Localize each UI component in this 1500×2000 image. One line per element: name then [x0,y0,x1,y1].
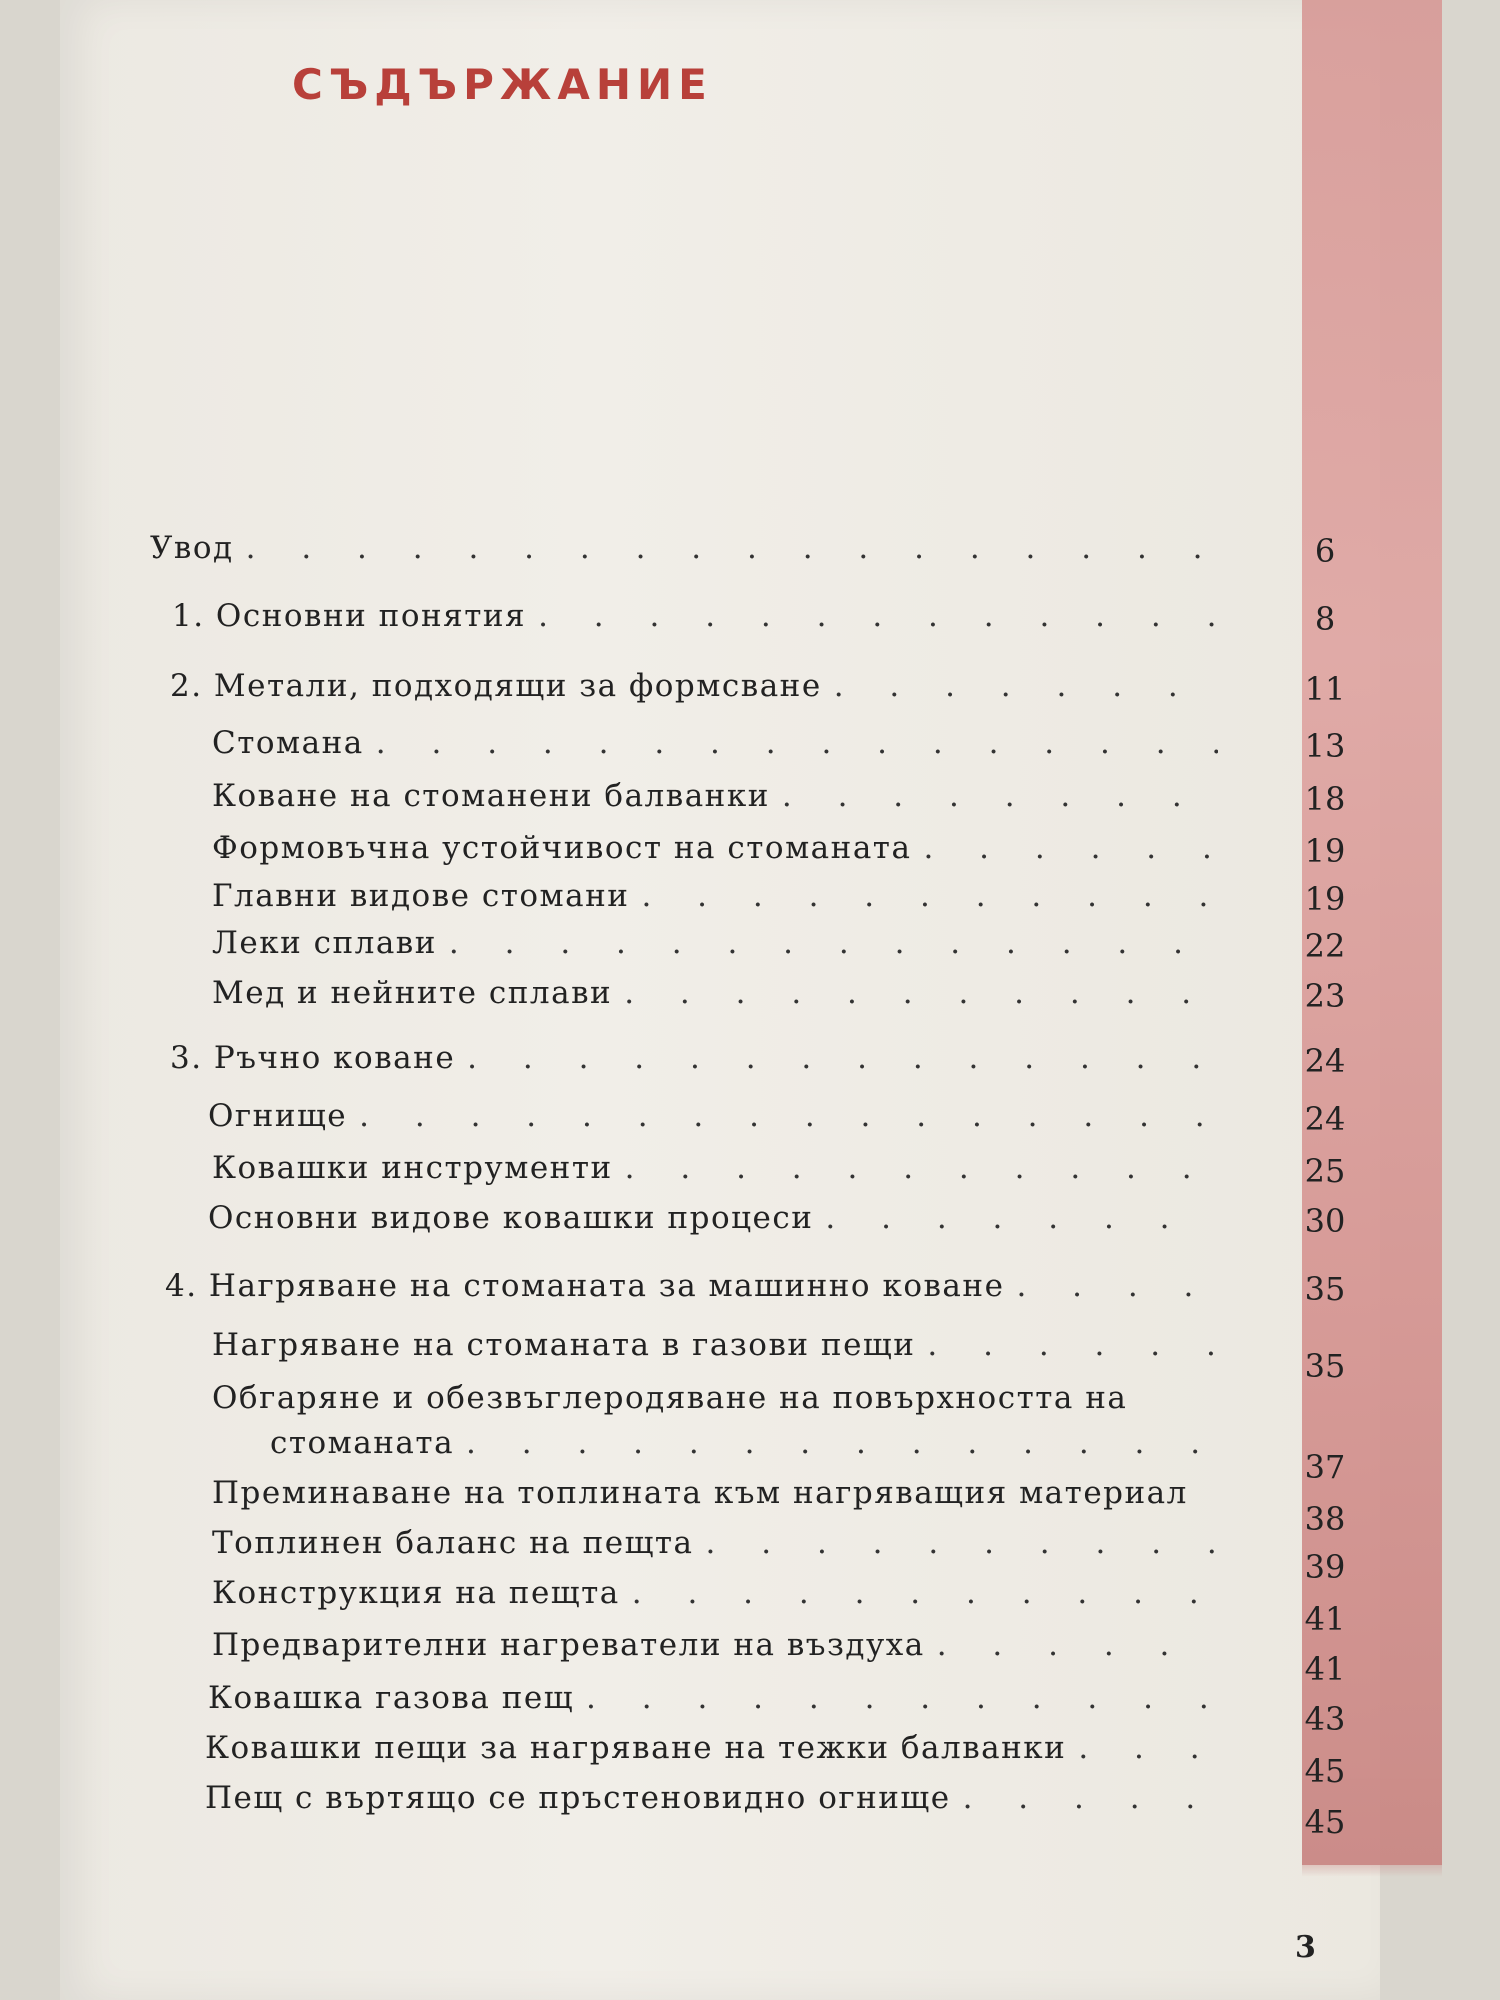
toc-page-number: 35 [1304,1270,1346,1308]
toc-page-number: 23 [1304,977,1346,1015]
dot-leader [467,1040,1218,1076]
toc-entry-label: Топлинен баланс на пещта [212,1525,694,1561]
toc-page-number: 24 [1304,1100,1346,1138]
toc-entry-label: Леки сплави [212,925,437,961]
dot-leader [466,1425,1218,1461]
toc-entry-label: Увод [150,530,234,566]
toc-page-number: 25 [1304,1152,1346,1190]
toc-page-number: 35 [1304,1347,1346,1385]
dot-leader [706,1525,1218,1561]
dot-leader [1016,1268,1218,1304]
page-title: СЪДЪРЖАНИЕ [292,60,713,109]
toc-entry-label: Обгаряне и обезвъглеродяване на повърхността на [212,1380,1128,1416]
toc-entry-label: Формовъчна устойчивост на стоманата [212,830,912,866]
toc-page-number: 24 [1304,1042,1346,1080]
toc-page-number: 41 [1304,1600,1346,1638]
toc-entry-label: Огнище [208,1098,348,1134]
toc-page-number: 11 [1304,670,1346,708]
dot-leader [782,778,1218,814]
toc-page-number: 19 [1304,832,1346,870]
dot-leader [927,1327,1218,1363]
dot-leader [538,598,1218,634]
toc-page-number: 19 [1304,880,1346,918]
toc-entry [150,530,1230,570]
toc-entry [205,1780,1230,1820]
toc-entry-label: Основни видове ковашки процеси [208,1200,814,1236]
toc-entry [212,1150,1230,1190]
toc-page-number: 8 [1314,600,1336,638]
toc-entry [212,878,1230,918]
toc-page-number: 45 [1304,1803,1346,1841]
toc-entry-label: 2. Метали, подходящи за формсване [170,668,822,704]
toc-entry [170,1040,1230,1080]
toc-entry-label: Коване на стоманени балванки [212,778,770,814]
toc-page-number: 43 [1304,1700,1346,1738]
dot-leader [449,925,1218,961]
toc-entry [212,975,1230,1015]
dot-leader [246,530,1218,566]
toc-entry [212,925,1230,965]
dot-leader [834,668,1218,704]
toc-entry-label: Предварителни нагреватели на въздуха [212,1627,925,1663]
toc-entry [165,1268,1230,1308]
toc-page-number: 38 [1304,1500,1346,1538]
toc-entry [212,778,1230,818]
toc-entry-label-continuation: стоманата [270,1425,455,1461]
toc-entry-label: Конструкция на пещта [212,1575,620,1611]
toc-entry-label: Главни видове стомани [212,878,630,914]
toc-entry [212,1627,1230,1667]
dot-leader [1078,1730,1218,1766]
toc-entry-label: Мед и нейните сплави [212,975,613,1011]
toc-entry-label: Нагряване на стоманата в газови пещи [212,1327,916,1363]
toc-page-number: 6 [1314,532,1336,570]
dot-leader [937,1627,1218,1663]
dot-leader [923,830,1218,866]
dot-leader [963,1780,1218,1816]
toc-entry-label: 1. Основни понятия [172,598,527,634]
toc-entry-label: Пещ с въртящо се пръстеновидно огнище [205,1780,951,1816]
toc-entry [212,1327,1230,1367]
dot-leader [359,1098,1218,1134]
dot-leader [586,1680,1218,1716]
toc-page-number: 18 [1304,780,1346,818]
dot-leader [632,1575,1218,1611]
toc-entry-label: 3. Ръчно коване [170,1040,456,1076]
toc-entry-label: Ковашка газова пещ [208,1680,575,1716]
toc-entry [270,1425,1230,1465]
toc-page-number: 39 [1304,1548,1346,1586]
toc-entry [208,1200,1230,1240]
toc-entry [212,830,1230,870]
toc-entry [212,1575,1230,1615]
toc-entry [172,598,1230,638]
toc-entry [212,1525,1230,1565]
toc-page-number: 41 [1304,1650,1346,1688]
toc-entry [170,668,1230,708]
toc-entry-label: Ковашки инструменти [212,1150,613,1186]
page-folio-number: 3 [1295,1930,1316,1965]
dot-leader [624,975,1218,1011]
toc-page-number: 22 [1304,927,1346,965]
toc-entry [208,1098,1230,1138]
toc-page-number: 37 [1304,1448,1346,1486]
toc-entry-label: 4. Нагряване на стоманата за машинно коване [165,1268,1005,1304]
toc-page-number: 30 [1304,1202,1346,1240]
toc-entry-label: Стомана [212,725,364,761]
toc-page-number: 45 [1304,1752,1346,1790]
toc-entry-label: Преминаване на топлината към нагряващия материал [212,1475,1188,1511]
dot-leader [641,878,1218,914]
toc-entry-label: Ковашки пещи за нагряване на тежки балванки [205,1730,1067,1766]
dot-leader [376,725,1218,761]
toc-page-number: 13 [1304,727,1346,765]
toc-entry [208,1680,1230,1720]
dot-leader [825,1200,1218,1236]
toc-entry [205,1730,1230,1770]
toc-entry [212,725,1230,765]
dot-leader [625,1150,1218,1186]
